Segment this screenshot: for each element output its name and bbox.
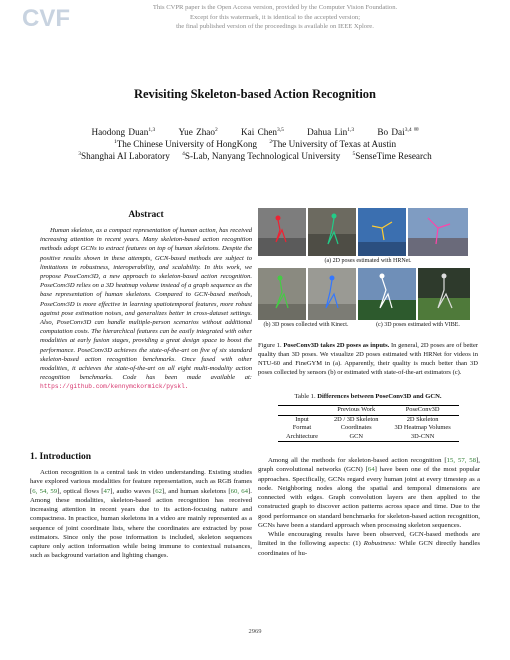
svg-text:CVF: CVF	[22, 5, 70, 31]
author: Haodong Duan$^{1,3}$	[91, 127, 156, 137]
citation-link[interactable]: 15, 57, 58	[446, 457, 477, 464]
citation-link[interactable]: 62	[155, 487, 162, 495]
table-cell: 2D Skeleton	[406, 415, 439, 423]
affiliation: $^1$The Chinese University of HongKong	[113, 139, 258, 149]
table-cell: GCN	[326, 433, 387, 442]
table-cell: Input	[295, 415, 309, 423]
figure-1	[258, 208, 478, 338]
pose-image	[308, 268, 356, 320]
affiliation: $^5$SenseTime Research	[352, 151, 432, 161]
watermark-line: the final published version of the proceedings is available on IEEE Xplore.	[176, 23, 374, 30]
citation-link[interactable]: 64	[367, 466, 375, 474]
pose-image	[408, 208, 468, 256]
pose-image	[258, 208, 306, 256]
cvf-logo-icon	[20, 3, 88, 31]
abstract-body: Human skeleton, as a compact representation of human action, has received increasing attention in recent years. Many skeleton-based action recognition methods adopt GCNs to extract features on top of human skeletons. Despite the positive results shown in these attempts, GCN-based methods are subject to limitations in robustness, interoperability, and scalability. In this work, we propose PoseConv3D, a new approach to skeleton-based action recognition. PoseConv3D relies on a 3D heatmap volume instead of a graph sequence as the base representation of human skeletons. Compared to GCN-based methods, PoseConv3D is more effective in learning spatiotemporal features, more robust against pose estimation noises, and generalizes better in cross-dataset settings. Also, PoseConv3D can handle multiple-person scenarios without additional computation costs. The hierarchical features can be easily integrated with other modalities at early fusion stages, providing a great design space to boost the performance. PoseConv3D achieves the state-of-the-art on five of six standard skeleton-based action recognition benchmarks. Once fused with other modalities, it achieves the state-of-the-art on all eight multi-modality action recognition benchmarks. Code has been made available at: https://github.com/kennymckormick/pyskl.	[40, 227, 252, 391]
table-cell: Architecture	[278, 433, 326, 442]
pose-image	[358, 208, 406, 256]
page-number: 2969	[248, 628, 262, 635]
watermark-line: This CVPR paper is the Open Access version, provided by the Computer Vision Foundation.	[152, 4, 398, 11]
table-header-cell	[278, 406, 326, 416]
paper-title: Revisiting Skeleton-based Action Recognition	[133, 87, 377, 101]
author: Yue Zhao$^2$	[178, 127, 218, 137]
intro-paragraph: Action recognition is a central task in video understanding. Existing studies have explored various modalities for feature representation, such as RGB frames [6, 54, 59], optical flows [47], audio waves [62], and human skeletons [60, 64]. Among these modalities, skeleton-based action recognition has received increasing attention in recent years due to its action-focusing nature and compactness. In practice, human skeletons in a video are mainly represented as a sequence of joint coordinate lists, where the coordinates are extracted by pose estimators. Since only the pose information is included, skeleton sequences capture only action information while being immune to contextual nuisances, such as background variation and lighting changes.	[30, 469, 252, 560]
table-header-cell: PoseConv3D	[387, 406, 459, 416]
author: Bo Dai$^{3,4 ✉}$	[377, 127, 419, 137]
subfigure-caption: (a) 2D poses estimated with HRNet.	[324, 258, 412, 264]
open-access-watermark	[110, 3, 440, 32]
figure-1-caption: Figure 1. PoseConv3D takes 2D poses as inputs. In general, 2D poses are of better quality than 3D poses. We visualize 2D poses estimated with HRNet for videos in NTU-60 and FineGYM in (a). Apparently, their quality is much better than 3D poses collected by sensors (b) or estimated with state-of-the-art estimators (c).	[258, 342, 479, 376]
abstract-heading: Abstract	[128, 210, 164, 220]
table-row	[278, 433, 459, 442]
table-cell: Format	[292, 424, 312, 431]
body-paragraph: Among all the methods for skeleton-based action recognition [15, 57, 58], graph convolutional networks (GCN) [64] have been one of the most popular approaches. Specifically, GCNs regard every human joint at every timestep as a node. Neighboring nodes along the spatial and temporal dimensions are connected with edges. Graph convolution layers are then applied to the constructed graph to discover action patterns across space and time. Due to the good performance on standard benchmarks for skeleton-based action recognition, GCNs have been a standard approach when processing skeleton sequences.	[258, 457, 481, 529]
citation-link[interactable]: 47	[103, 487, 111, 495]
table-cell: 3D-CNN	[387, 433, 459, 442]
author: Kai Chen$^{3,5}$	[241, 127, 284, 137]
table-cell: 3D Heatmap Volumes	[394, 424, 451, 431]
table-header-row	[278, 406, 459, 416]
author: Dahua Lin$^{1,3}$	[307, 127, 355, 137]
affiliation: $^2$The University of Texas at Austin	[269, 139, 397, 149]
pose-image	[308, 208, 356, 256]
code-link[interactable]: https://github.com/kennymckormick/pyskl.	[40, 383, 189, 391]
comparison-table	[278, 405, 459, 442]
subfigure-caption: (c) 3D poses estimated with VIBE.	[376, 322, 460, 328]
table-cell: Coordinates	[340, 424, 372, 431]
right-column-body	[258, 456, 480, 558]
table-row	[278, 415, 459, 424]
pose-image	[358, 268, 416, 320]
subfigure-caption: (b) 3D poses collected with Kinect.	[263, 322, 349, 328]
affiliation: $^3$Shanghai AI Laboratory	[78, 151, 170, 161]
table-1-caption: Table 1. Differences between PoseConv3D and GCN.	[294, 393, 442, 400]
table-row	[278, 424, 459, 433]
citation-link[interactable]: 60, 64	[230, 487, 249, 495]
table-header-cell: Previous Work	[326, 406, 387, 416]
body-paragraph: While encouraging results have been observed, GCN-based methods are limited in the following aspects: (1) Robustness: While GCN directly handles coordinates of hu-	[258, 531, 480, 557]
section-heading-introduction: 1. Introduction	[30, 452, 92, 462]
affiliation: $^4$S-Lab, Nanyang Technological University	[182, 151, 341, 161]
pose-image	[258, 268, 306, 320]
affiliations	[0, 148, 510, 162]
pose-image	[418, 268, 470, 320]
citation-link[interactable]: 6, 54, 59	[32, 487, 58, 495]
table-cell: 2D / 3D Skeleton	[333, 415, 379, 423]
watermark-line: Except for this watermark, it is identical to the accepted version;	[189, 13, 361, 21]
